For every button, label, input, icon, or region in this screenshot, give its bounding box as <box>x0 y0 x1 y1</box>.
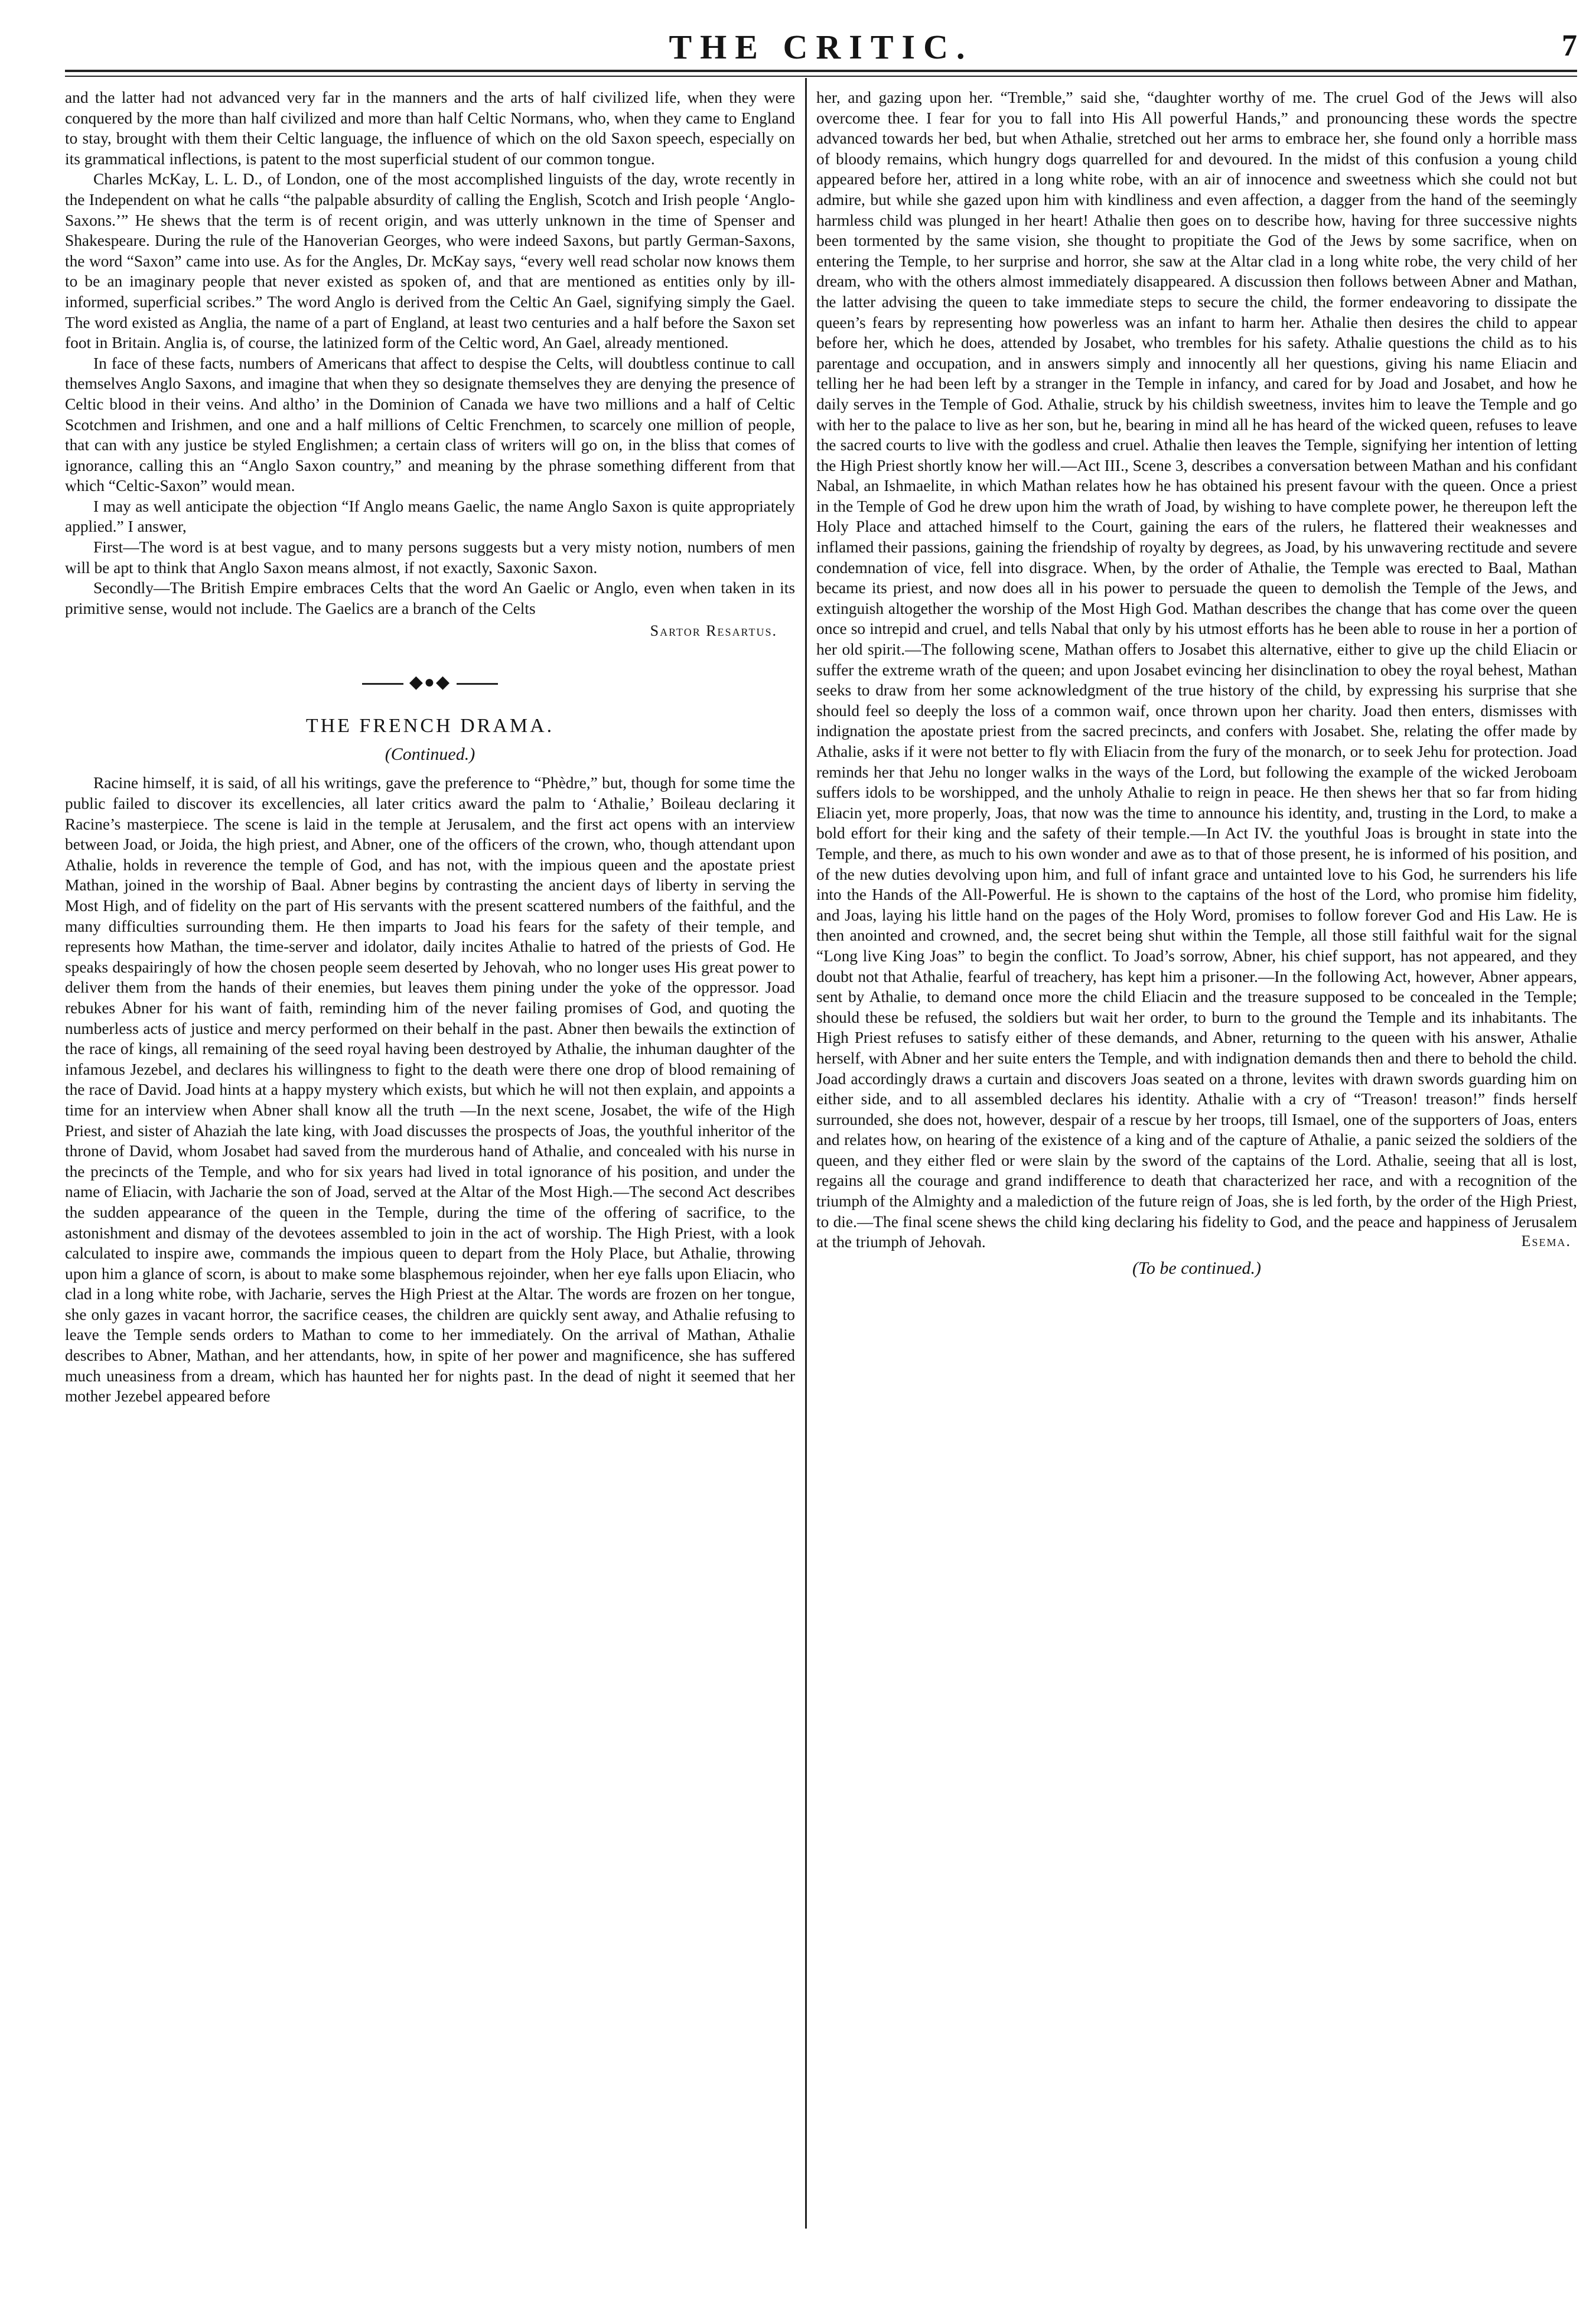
right-column <box>816 87 1577 1279</box>
section-ornament: ◆●◆ <box>65 672 795 692</box>
article1-paragraph: First—The word is at best vague, and to many persons suggests but a very misty notion, numbers of men will be apt to think that Anglo Saxon means almost, if not exactly, Saxonic Saxon. <box>65 538 795 577</box>
article2-subtitle: (Continued.) <box>385 744 475 765</box>
article2-signature: Esema. <box>1521 1232 1571 1250</box>
publication-title: THE CRITIC. <box>669 28 973 66</box>
page-number: 7 <box>1562 29 1577 63</box>
article2-paragraph: her, and gazing upon her. “Tremble,” said she, “daughter worthy of me. The cruel God of the Jews will also overcome thee. I fear for you to fall into His All powerful Hands,” and pronouncing these words the spectre advanced towards her bed, but when Athalie, stretched out her arms to embrace her, she found only a horrible mass of bloody remains, which hungry dogs quarrelled for and devoured. In the midst of this confusion a young child appeared before her, attired in a long white robe, with an air of innocence and sweetness which she could not but admire, but while she gazed upon him with kindliness and even affection, a dagger from the hand of the seemingly harmless child was plunged in her heart! Athalie then goes on to describe how, having for three successive nights been tormented by the same vision, she thought to propitiate the God of the Jews by some sacrifice, when on entering the Temple, to her surprise and horror, she saw at the Altar clad in a long white robe, the very child of her dream, who with the others almost immediately disappeared. A discussion then follows between Abner and Mathan, the latter advising the queen to take immediate steps to secure the child, the former endeavoring to dissipate the queen’s fears by representing how powerless was an infant to harm her. Athalie then desires the child to appear before her, which he does, attended by Josabet, who trembles for his safety. Athalie questions the child as to his parentage and occupation, and in answers simply and innocently all her questions, giving his name Eliacin and telling her he had been left by a stranger in the Temple in infancy, and cared for by Joad and Josabet, and how he daily serves in the Temple of God. Athalie, struck by his childish sweetness, invites him to leave the Temple and go with her to the palace to live as her son, but he, bearing in mind all he has heard of the wicked queen, refuses to leave the sacred courts to live with the godless and cruel. Athalie then leaves the Temple, signifying her intention of letting the High Priest shortly know her will.—Act III., Scene 3, describes a conversation between Mathan and his confidant Nabal, an Ishmaelite, in which Mathan relates how he has obtained his present favour with the queen. Once a priest in the Temple of God he drew upon him the wrath of Joad, by wishing to have complete power, he thereupon left the Holy Place and attached himself to the Court, gaining the ears of the rulers, he flattered their weaknesses and inflamed their passions, gaining the friendship of royalty by degrees, as Joad, by his unwavering rectitude and severe condemnation of vice, fell into disgrace. When, by the order of Athalie, the Temple was erected to Baal, Mathan became its priest, and now does all in his power to persuade the queen to demolish the Temple of the Jews, and extinguish altogether the worship of the Most High God. Mathan describes the change that has come over the queen once so intrepid and cruel, and tells Nabal that only by his utmost efforts has he been able to rouse in her a portion of her old spirit.—The following scene, Mathan offers to Josabet this alternative, either to give up the child Eliacin or suffer the extreme wrath of the queen; and upon Josabet evincing her disinclination to obey the royal behest, Mathan seeks to draw from her some acknowledgment of the true history of the child, by expressing his surprise that she should feel so deeply the loss of a common waif, once thrown upon her charity. Joad then enters, dismisses with indignation the apostate priest from the sacred precincts, and confers with Josabet. She, relating the offer made by Athalie, asks if it were not better to fly with Eliacin from the fury of the monarch, or to seek Jehu for protection. Joad reminds her that Jehu no longer walks in the ways of the Lord, but following the example of the wicked Jeroboam suffers idols to be worshipped, and the unholy Athalie to reign in peace. He then shews her that so far from hiding Eliacin yet, more properly, Joas, that now was the time to announce his identity, and, trusting in the Lord, to make a bold effort for their king and the safety of their temple.—In Act IV. the youthful Joas is brought in state into the Temple, and there, as much to his own wonder and awe as to that of those present, he is informed of his position, and of the new duties devolving upon him, and full of infant grace and untainted love to his God, he surrenders his life into the Hands of the All-Powerful. He is shown to the captains of the host of the Lord, who promise him fidelity, and Joas, laying his little hand on the pages of the Holy Word, promises to follow forever God and His Law. He is then anointed and crowned, and, the secret being shut within the Temple, all those still faithful wait for the signal “Long live King Joas” to begin the conflict. To Joad’s sorrow, Abner, his chief support, has not appeared, and they doubt not that Athalie, fearful of treachery, has kept him a prisoner.—In the following Act, however, Abner appears, sent by Athalie, to demand once more the child Eliacin and the treasure supposed to be concealed in the Temple; should these be refused, the soldiers but wait her order, to burn to the ground the Temple and its inhabitants. The High Priest refuses to satisfy either of these demands, and Abner, returning to the queen with his answer, Athalie herself, with Abner and her suite enters the Temple, and with indignation demands then and there to behold the child. Joad accordingly draws a curtain and discovers Joas seated on a throne, levites with drawn swords guarding him on either side, and to all assembled declares his identity. Athalie with a cry of “Treason! treason!” finds herself surrounded, she does not, however, despair of a rescue by her troops, till Ismael, one of the supporters of Joas, enters and relates how, on hearing of the existence of a king and of the capture of Athalie, a panic seized the soldiers of the queen, and they either fled or were slain by the sword of the captains of the Lord. Athalie, seeing that all is lost, regains all the courage and grand indifference to death that characterized her race, and with a recognition of the triumph of the Almighty and a malediction of the future reign of Joas, she is led forth, by the order of the High Priest, to die.—The final scene shews the child king declaring his fidelity to God, and the peace and happiness of Jerusalem at the triumph of Jehovah. <box>816 89 1577 1251</box>
masthead <box>65 24 1577 65</box>
article1-paragraph: Secondly—The British Empire embraces Celts that the word An Gaelic or Anglo, even when taken in its primitive sense, would not include. The Gaelics are a branch of the Celts <box>65 579 795 617</box>
continued-note: (To be continued.) <box>1132 1258 1262 1278</box>
left-column <box>65 87 795 1407</box>
header-rule <box>65 70 1577 72</box>
column-divider <box>805 78 807 2229</box>
article1-paragraph: Charles McKay, L. L. D., of London, one of the most accomplished linguists of the day, wrote recently in the Independent on what he calls “the palpable absurdity of calling the English, Scotch and Irish people ‘Anglo-Saxons.’” He shews that the term is of recent origin, and was utterly unknown in the time of Spenser and Shakespeare. During the rule of the Hanoverian Georges, who were indeed Saxons, but partly German-Saxons, the word “Saxon” came into use. As for the Angles, Dr. McKay says, “every well read scholar now knows them to be an imaginary people that never existed as spoken of, and that are mentioned as entities only by ill-informed, superficial scribes.” The word Anglo is derived from the Celtic An Gael, signifying simply the Gael. The word existed as Anglia, the name of a part of England, at least two centuries and a half before the Saxon set foot in Britain. Anglia is, of course, the latinized form of the Celtic word, An Gael, already mentioned. <box>65 170 795 352</box>
article1-signature: Sartor Resartus. <box>650 622 777 640</box>
article2-paragraph: Racine himself, it is said, of all his writings, gave the preference to “Phèdre,” but, though for some time the public failed to discover its excellencies, all later critics award the palm to ‘Athalie,’ Boileau declaring it Racine’s masterpiece. The scene is laid in the temple at Jerusalem, and the first act opens with an interview between Joad, or Joida, the high priest, and Abner, one of the officers of the crown, who, though attendant upon Athalie, holds in reverence the temple of God, and has not, with the impious queen and the apostate priest Mathan, joined in the worship of Baal. Abner begins by contrasting the ancient days of liberty in serving the Most High, and of fidelity on the part of His servants with the present scattered numbers of the faithful, and the many difficulties surrounding them. He then imparts to Joad his fears for the safety of their temple, and represents how Mathan, the time-server and idolator, daily incites Athalie to hatred of the priests of God. He speaks despairingly of how the chosen people seem deserted by Jehovah, who no longer uses His great power to deliver them from the hands of their enemies, but leaves them pining under the yoke of the oppressor. Joad rebukes Abner for his want of faith, reminding him of the never failing promises of God, and quoting the numberless acts of justice and mercy performed on their behalf in the past. Abner then bewails the extinction of the race of kings, all remaining of the seed royal having been destroyed by Athalie, the inhuman daughter of the infamous Jezebel, and declares his willingness to fight to the death were there one drop of blood remaining of the race of David. Joad hints at a happy mystery which exists, but which he will not then explain, and appoints a time for an interview when Abner shall know all the truth —In the next scene, Josabet, the wife of the High Priest, and sister of Ahaziah the late king, with Joad discusses the prospects of Joas, the youthful inheritor of the throne of David, whom Josabet had saved from the murderous hand of Athalie, and concealed with his nurse in the precincts of the Temple, and who for six years had lived in total ignorance of his position, and under the name of Eliacin, with Jacharie the son of Joad, served at the Altar of the Most High.—The second Act describes the sudden appearance of the queen in the Temple, during the time of the offering of sacrifice, to the astonishment and dismay of the devotees assembled to join in the act of worship. The High Priest, with a look calculated to inspire awe, commands the impious queen to depart from the Holy Place, but Athalie, throwing upon him a glance of scorn, is about to make some blasphemous rejoinder, when her eye falls upon Eliacin, who clad in a long white robe, with Jacharie, serves the High Priest at the Altar. The words are frozen on her tongue, she only gazes in vacant horror, the sacrifice ceases, the children are quickly sent away, and Athalie refusing to leave the Temple sends orders to Mathan to come to her immediately. On the arrival of Mathan, Athalie describes to Abner, Mathan, and her attendants, how, in spite of her power and magnificence, she has suffered much uneasiness from a dream, which has haunted her for nights past. In the dead of night it seemed that her mother Jezebel appeared before <box>65 774 795 1406</box>
article1-paragraph: In face of these facts, numbers of Americans that affect to despise the Celts, will doubtless continue to call themselves Anglo Saxons, and imagine that when they so designate themselves they are denying the presence of Celtic blood in their veins. And altho’ in the Dominion of Canada we have two millions and a half of Celtic Scotchmen and Irishmen, and one and a half millions of Celtic Frenchmen, to scarcely one million of people, that can with any justice be styled Englishmen; a certain class of writers will go on, in the bliss that comes of ignorance, calling this an “Anglo Saxon country,” and meaning by the phrase something different from that which “Celtic-Saxon” would mean. <box>65 354 795 495</box>
article2-title: THE FRENCH DRAMA. <box>305 715 555 737</box>
article1-paragraph: and the latter had not advanced very far in the manners and the arts of half civilized life, when they were conquered by the more than half civilized and more than half Celtic Normans, who, when they came to England to stay, brought with them their Celtic language, the influence of which on the old Saxon speech, especially on its grammatical inflections, is patent to the most superficial student of our common tongue. <box>65 89 795 168</box>
header-rule-thin <box>65 76 1577 77</box>
article1-paragraph: I may as well anticipate the objection “If Anglo means Gaelic, the name Anglo Saxon is quite appropriately applied.” I answer, <box>65 497 795 536</box>
